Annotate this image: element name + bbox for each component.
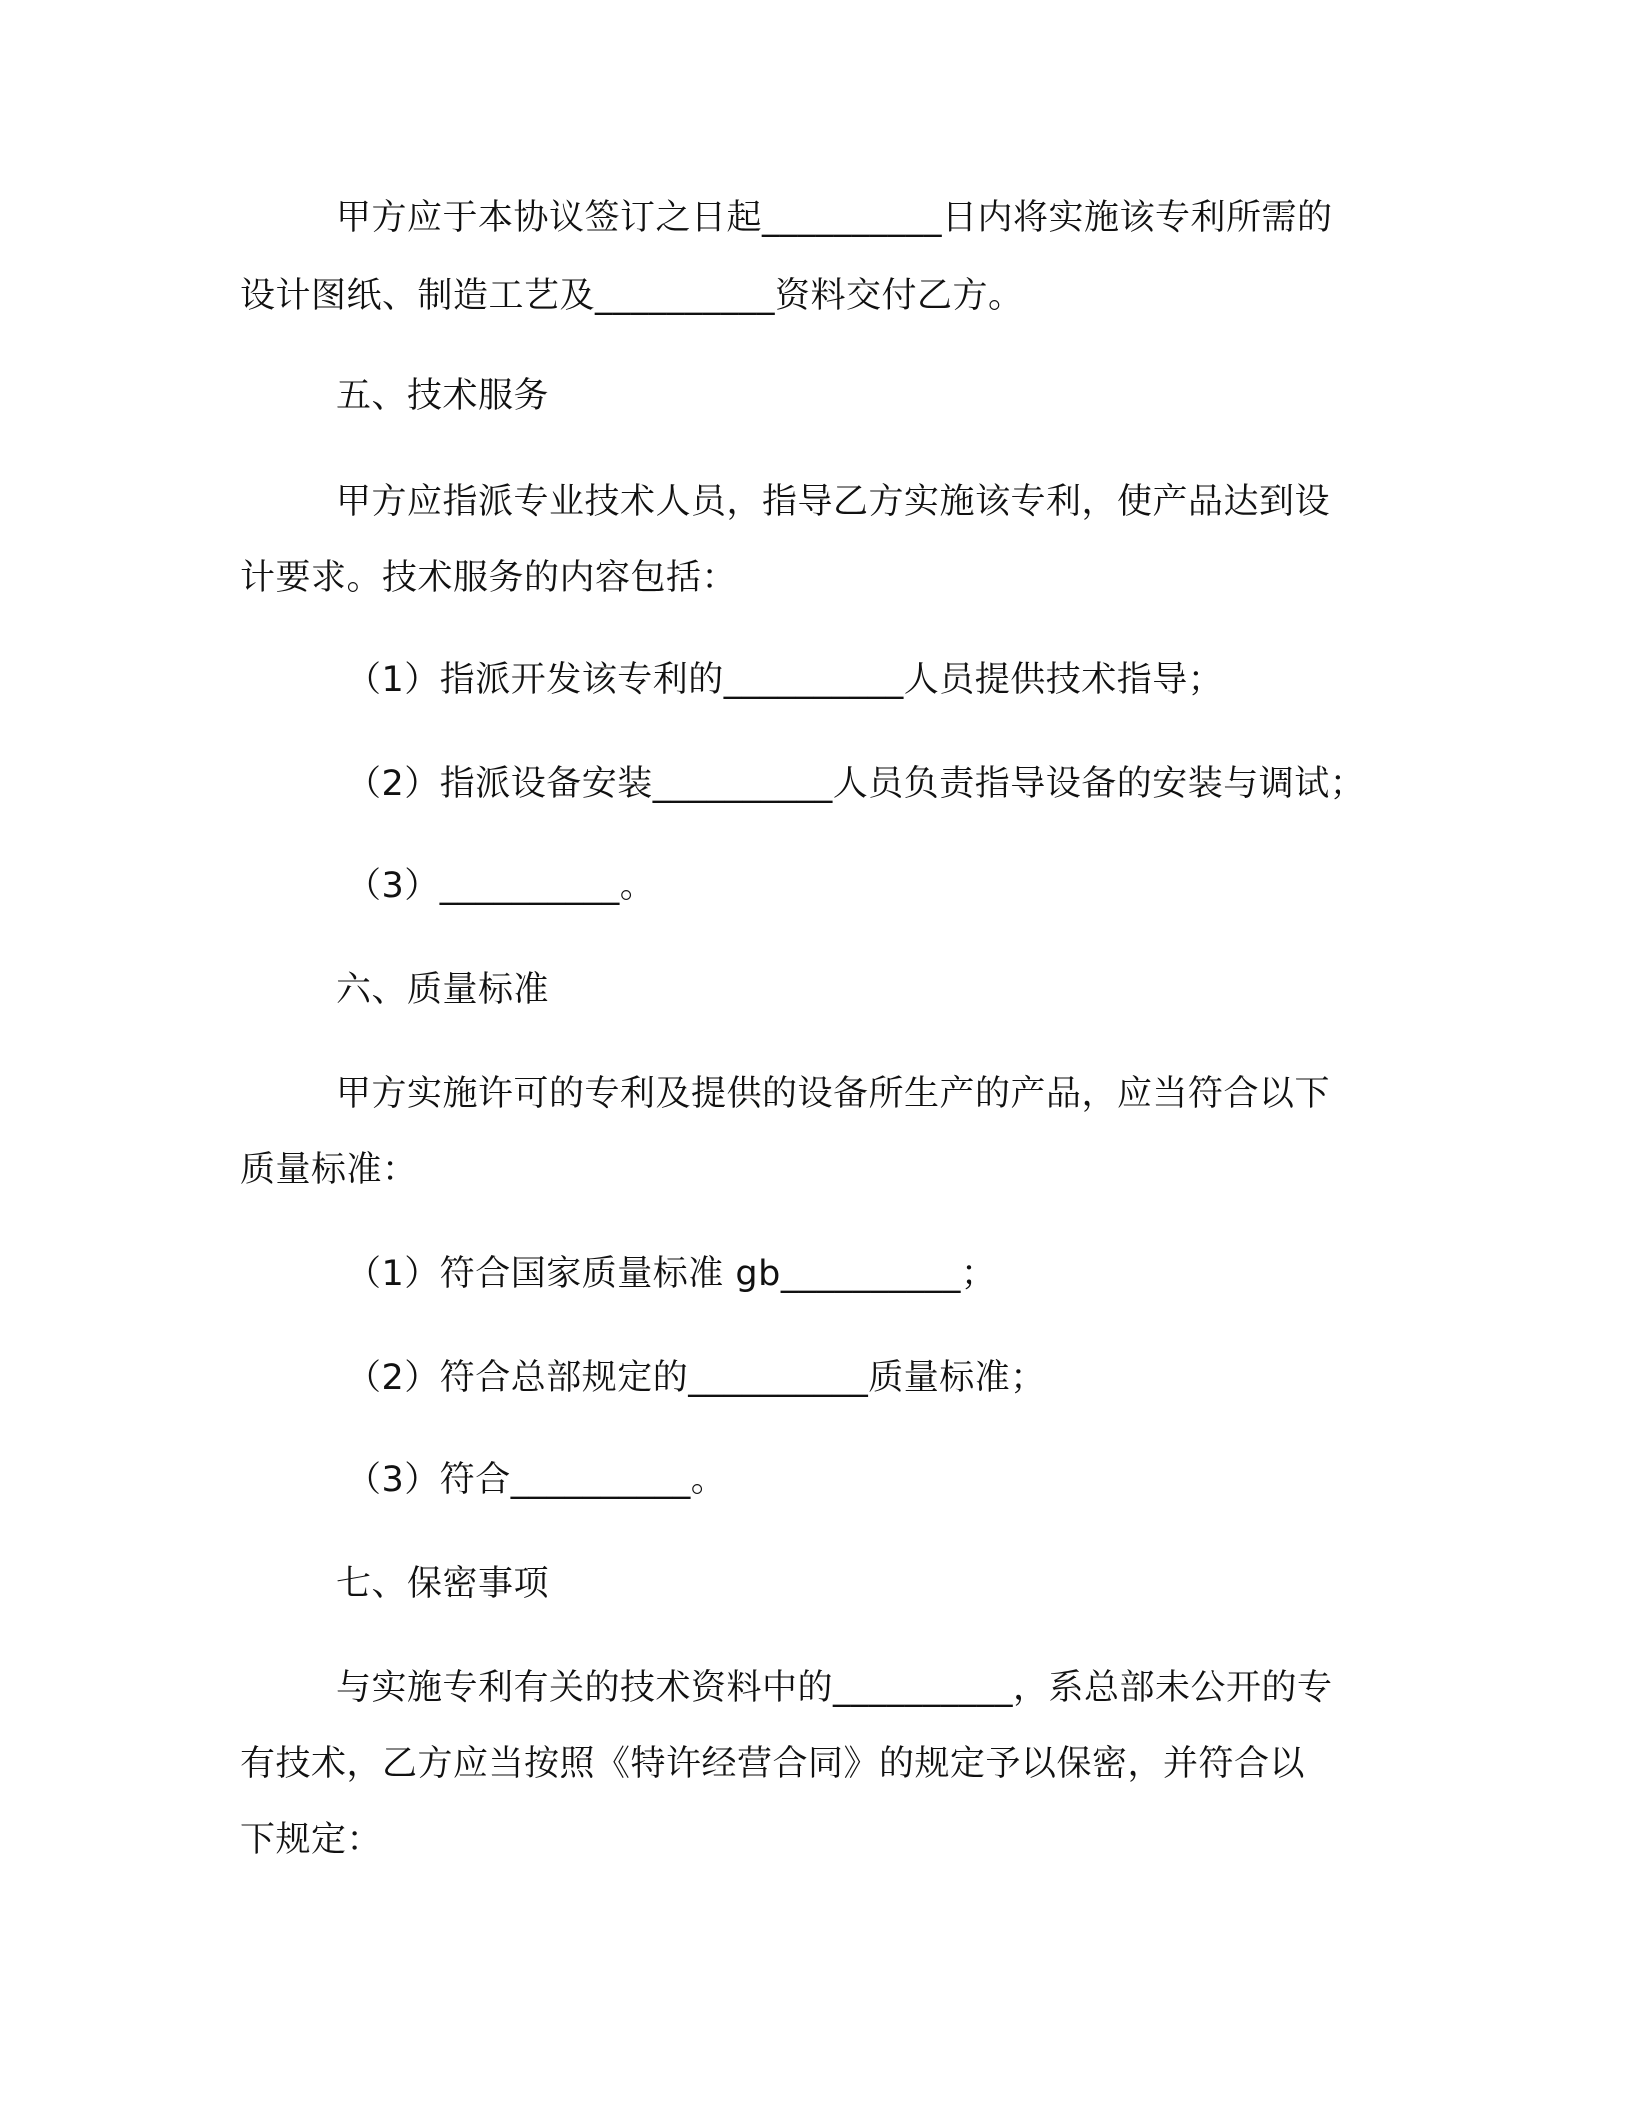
list-item-quality-2: （2）符合总部规定的__________质量标准；	[346, 1358, 1046, 1398]
section-heading-quality: 六、质量标准	[336, 970, 550, 1010]
paragraph-tech-service-line-2: 计要求。技术服务的内容包括：	[240, 558, 738, 598]
section-heading-tech-service: 五、技术服务	[336, 376, 550, 416]
paragraph-quality-line-1: 甲方实施许可的专利及提供的设备所生产的产品，应当符合以下	[336, 1074, 1331, 1114]
list-item-quality-1: （1）符合国家质量标准 gb__________；	[346, 1254, 997, 1294]
paragraph-confidentiality-line-3: 下规定：	[240, 1820, 383, 1860]
section-heading-confidentiality: 七、保密事项	[336, 1564, 550, 1604]
paragraph-delivery-line-1: 甲方应于本协议签订之日起__________日内将实施该专利所需的	[336, 198, 1333, 238]
paragraph-confidentiality-line-2: 有技术，乙方应当按照《特许经营合同》的规定予以保密，并符合以	[240, 1744, 1306, 1784]
list-item-tech-3: （3）__________。	[346, 866, 656, 906]
paragraph-delivery-line-2: 设计图纸、制造工艺及__________资料交付乙方。	[240, 276, 1024, 316]
paragraph-quality-line-2: 质量标准：	[240, 1150, 418, 1190]
paragraph-confidentiality-line-1: 与实施专利有关的技术资料中的__________，系总部未公开的专	[336, 1668, 1333, 1708]
list-item-quality-3: （3）符合__________。	[346, 1460, 727, 1500]
list-item-tech-2: （2）指派设备安装__________人员负责指导设备的安装与调试；	[346, 764, 1366, 804]
paragraph-tech-service-line-1: 甲方应指派专业技术人员，指导乙方实施该专利，使产品达到设	[336, 482, 1331, 522]
list-item-tech-1: （1）指派开发该专利的__________人员提供技术指导；	[346, 660, 1224, 700]
